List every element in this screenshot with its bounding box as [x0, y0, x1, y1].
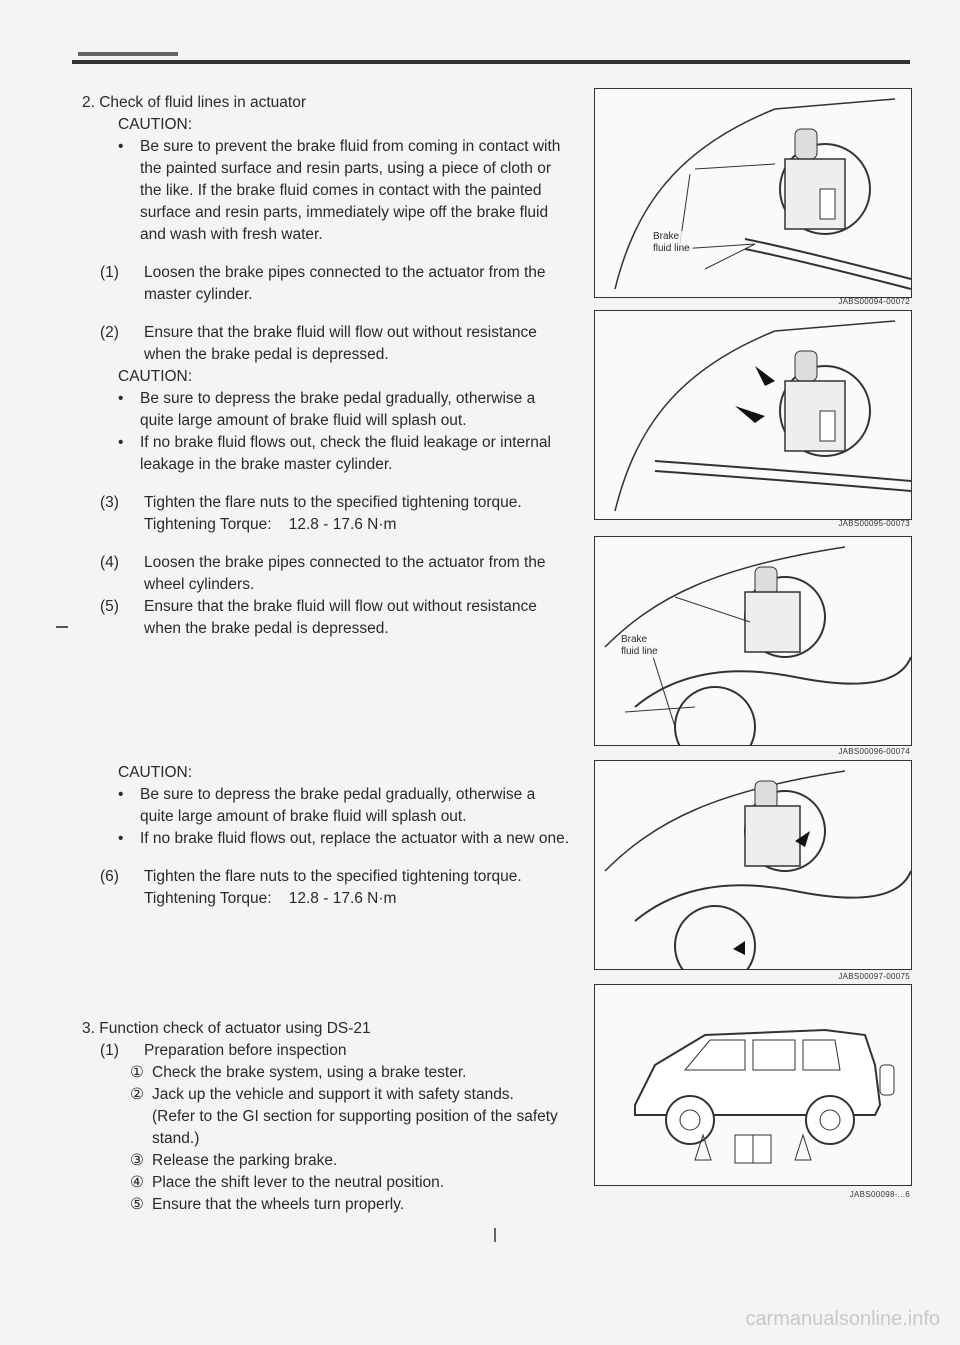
caution-label: CAUTION:: [118, 368, 193, 385]
figure-id: JABS00095-00073: [838, 519, 910, 528]
step-text: Ensure that the brake fluid will flow out without resistance when the brake pedal is depressed.: [144, 324, 537, 363]
figure-id: JABS00096-00074: [838, 747, 910, 756]
check-item-4: [82, 1172, 572, 1194]
circled-number: ④: [130, 1174, 144, 1191]
step-text: Tighten the flare nuts to the specified tightening torque.: [144, 868, 522, 885]
brake-fluid-line-label: Brake fluid line: [653, 231, 693, 255]
figure-actuator-1: [594, 88, 912, 298]
figure-vehicle-on-stands: [594, 984, 912, 1186]
watermark: carmanualsonline.info: [745, 1308, 940, 1330]
step-text: Loosen the brake pipes connected to the actuator from the master cylinder.: [144, 264, 546, 303]
caution-label: CAUTION:: [118, 116, 193, 133]
check-item-3: [82, 1150, 572, 1172]
section-2-heading: 2. Check of fluid lines in actuator: [82, 94, 307, 111]
caution-bullet: • If no brake fluid flows out, replace the actuator with a new one.: [82, 828, 572, 850]
item-text: Ensure that the wheels turn properly.: [152, 1196, 405, 1213]
brake-fluid-line-label: Brake fluid line: [621, 634, 661, 658]
step-1: [82, 262, 572, 306]
item-text: Release the parking brake.: [152, 1152, 338, 1169]
step-num: (2): [100, 324, 119, 341]
header-mark: [78, 52, 178, 56]
figure-id: JABS00097-00075: [838, 972, 910, 981]
figure-id: JABS00098-...6: [849, 1190, 910, 1199]
actuator-illustration: [595, 311, 911, 519]
header-rule: [72, 60, 910, 64]
caution-bullet: • Be sure to depress the brake pedal gradually, otherwise a quite large amount of brake fluid will splash out.: [82, 388, 572, 432]
section-3-heading: 3. Function check of actuator using DS-21: [82, 1020, 371, 1037]
circled-number: ③: [130, 1152, 144, 1169]
item-text: Place the shift lever to the neutral position.: [152, 1174, 445, 1191]
torque-spec: Tightening Torque: 12.8 - 17.6 N·m: [144, 516, 397, 533]
actuator-illustration: [595, 89, 911, 297]
torque-spec: Tightening Torque: 12.8 - 17.6 N·m: [144, 890, 397, 907]
step-num: (1): [100, 264, 119, 281]
item-text: Check the brake system, using a brake tester.: [152, 1064, 467, 1081]
figure-actuator-2: [594, 310, 912, 520]
step-num: (6): [100, 868, 119, 885]
step-num: (5): [100, 598, 119, 615]
section-3: [82, 1018, 572, 1216]
step-text: Ensure that the brake fluid will flow out without resistance when the brake pedal is depressed.: [144, 598, 537, 637]
sub-step-1: [82, 1040, 572, 1062]
actuator-wheel-illustration: [595, 761, 911, 969]
circled-number: ⑤: [130, 1196, 144, 1213]
step-6: [82, 866, 572, 888]
figure-id: JABS00094-00072: [838, 297, 910, 306]
check-item-2-note: (Refer to the GI section for supporting position of the safety stand.): [152, 1108, 558, 1147]
step-text: Preparation before inspection: [144, 1042, 347, 1059]
item-text: Jack up the vehicle and support it with safety stands.: [152, 1086, 514, 1103]
step-num: (3): [100, 494, 119, 511]
caution-label: CAUTION:: [118, 764, 193, 781]
check-item-1: [82, 1062, 572, 1084]
circled-number: ②: [130, 1086, 144, 1103]
step-4: [82, 552, 572, 596]
caution-bullet: • If no brake fluid flows out, check the fluid leakage or internal leakage in the brake master cylinder.: [82, 432, 572, 476]
step-5: [82, 596, 572, 640]
margin-dash: [56, 626, 68, 628]
check-item-5: [82, 1194, 572, 1216]
step-num: (1): [100, 1042, 119, 1059]
step-text: Tighten the flare nuts to the specified tightening torque.: [144, 494, 522, 511]
check-item-2: [82, 1084, 572, 1106]
section-2-continued: [82, 762, 572, 910]
caution-bullet: • Be sure to prevent the brake fluid from coming in contact with the painted surface and resin parts, using a piece of cloth or the like. If the brake fluid comes in contact with the painted surface and resin parts, immediately wipe off the brake fluid and wash with fresh water.: [82, 136, 572, 246]
page-tick: [494, 1228, 496, 1242]
vehicle-illustration: [595, 985, 911, 1185]
step-num: (4): [100, 554, 119, 571]
figure-actuator-3: [594, 536, 912, 746]
section-2: [82, 92, 572, 640]
step-3: [82, 492, 572, 514]
step-2: [82, 322, 572, 366]
figure-actuator-4: [594, 760, 912, 970]
circled-number: ①: [130, 1064, 144, 1081]
step-text: Loosen the brake pipes connected to the actuator from the wheel cylinders.: [144, 554, 546, 593]
caution-bullet: • Be sure to depress the brake pedal gradually, otherwise a quite large amount of brake fluid will splash out.: [82, 784, 572, 828]
